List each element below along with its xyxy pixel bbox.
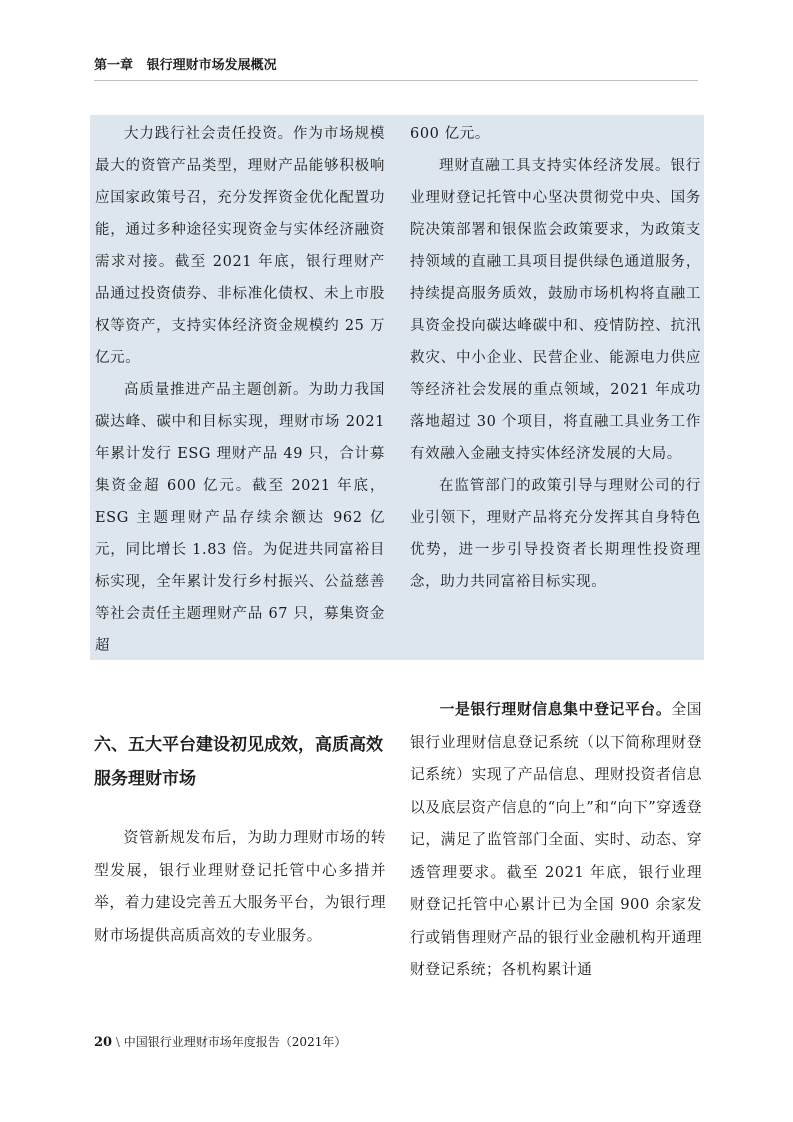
box-left-column xyxy=(95,118,385,662)
body-paragraph-intro: 资管新规发布后，为助力理财市场的转型发展，银行业理财登记托管中心多措并举，着力建设完善五大服务平台，为银行理财市场提供高质高效的专业服务。 xyxy=(94,829,386,944)
chapter-label: 第一章 xyxy=(94,58,134,73)
box-right-column xyxy=(410,118,701,598)
platform-one-lead: 一是银行理财信息集中登记平台。 xyxy=(439,701,672,718)
footer-separator: \ xyxy=(115,1035,120,1049)
page-footer xyxy=(94,1032,594,1053)
chapter-title: 银行理财市场发展概况 xyxy=(146,58,277,73)
box-paragraph-outlook: 在监管部门的政策引导与理财公司的行业引领下，理财产品将充分发挥其自身特色优势，进一步引导投资者长期理性投资理念，助力共同富裕目标实现。 xyxy=(410,478,701,590)
running-header xyxy=(94,56,698,76)
page-number: 20 xyxy=(94,1035,113,1050)
body-paragraph-platform-one xyxy=(410,694,702,987)
box-paragraph-csr: 大力践行社会责任投资。作为市场规模最大的资管产品类型，理财产品能够积极响应国家政策号召，充分发挥资金优化配置功能，通过多种途径实现资金与实体经济融资需求对接。截至 2021 年底，银行理财产品通过投资债券、非标准化债权、未上市股权等资产，支持实体经济资金规模约 25 万亿元。 xyxy=(95,126,385,366)
section-heading: 六、五大平台建设初见成效，高质高效服务理财市场 xyxy=(94,735,383,789)
platform-one-text: 全国银行业理财信息登记系统（以下简称理财登记系统）实现了产品信息、理财投资者信息以及底层资产信息的“向上”和“向下”穿透登记，满足了监管部门全面、实时、动态、穿透管理要求。截至 2021 年底，银行业理财登记托管中心累计已为全国 900 余家发行或销售理财产品的银行业金融机构开通理财登记系统；各机构累计通 xyxy=(410,701,702,978)
header-rule xyxy=(94,80,698,81)
footer-report-title: 中国银行业理财市场年度报告（2021年） xyxy=(123,1035,347,1049)
box-paragraph-direct-financing: 理财直融工具支持实体经济发展。银行业理财登记托管中心坚决贯彻党中央、国务院决策部署和银保监会政策要求，为政策支持领域的直融工具项目提供绿色通道服务，持续提高服务质效，鼓励市场机构将直融工具资金投向碳达峰碳中和、疫情防控、抗汛救灾、中小企业、民营企业、能源电力供应等经济社会发展的重点领域，2021 年成功落地超过 30 个项目，将直融工具业务工作有效融入金融支持实体经济发展的大局。 xyxy=(410,158,701,462)
box-paragraph-continuation: 600 亿元。 xyxy=(410,126,490,142)
body-right-column xyxy=(410,694,702,987)
box-paragraph-product-theme: 高质量推进产品主题创新。为助力我国碳达峰、碳中和目标实现，理财市场 2021 年累计发行 ESG 理财产品 49 只，合计募集资金超 600 亿元。截至 2021 年底，ESG 主题理财产品存续余额达 962 亿元，同比增长 1.83 倍。为促进共同富裕目标实现，全年累计发行乡村振兴、公益慈善等社会责任主题理财产品 67 只，募集资金超 xyxy=(95,382,385,654)
body-left-column xyxy=(94,822,386,952)
